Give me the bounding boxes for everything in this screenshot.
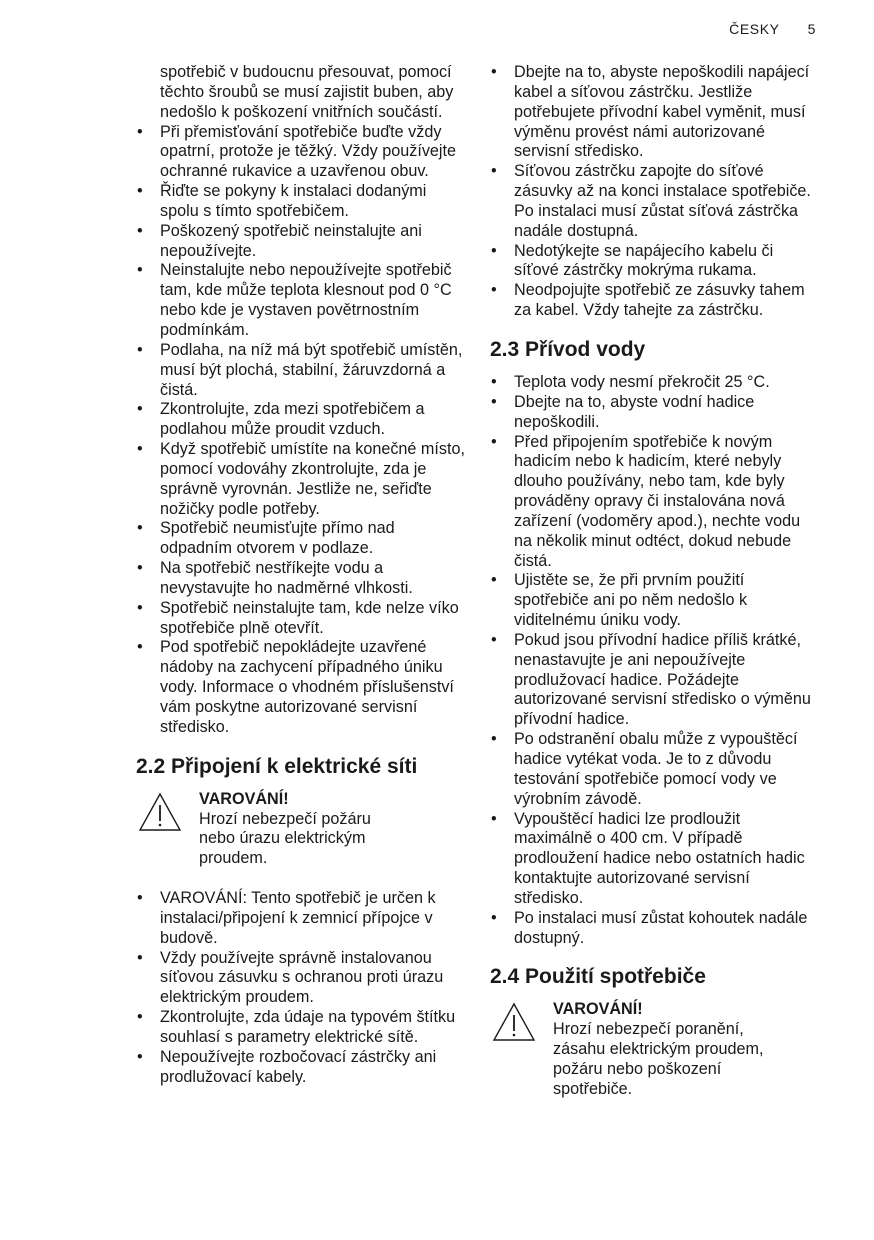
page-header: [729, 21, 816, 37]
list-item: • Ujistěte se, že při prvním použití spotřebiče ani po něm nedošlo k viditelnému úniku vody.: [490, 571, 820, 631]
list-item: • Neodpojujte spotřebič ze zásuvky tahem za kabel. Vždy tahejte za zástrčku.: [490, 281, 820, 321]
language-label: ČESKY: [729, 21, 780, 37]
list-item: • Spotřebič neinstalujte tam, kde nelze víko spotřebiče plně otevřít.: [136, 599, 466, 639]
list-item: • Po instalaci musí zůstat kohoutek nadále dostupný.: [490, 909, 820, 949]
list-item: • Po odstranění obalu může z vypouštěcí hadice vytékat voda. Je to z důvodu testování spotřebiče pomocí vody ve výrobním závodě.: [490, 730, 820, 809]
list-item: • Před připojením spotřebiče k novým hadicím nebo k hadicím, které nebyly dlouho používány, nebo tam, kde byly prováděny opravy či instalována nová zařízení (vodoměry apod.), nechte vodu na několik minut odtéct, dokud nebude čistá.: [490, 433, 820, 572]
list-item: • Poškozený spotřebič neinstalujte ani nepoužívejte.: [136, 222, 466, 262]
warning-text: Hrozí nebezpečí požáru nebo úrazu elektrickým proudem.: [199, 809, 371, 868]
page-number: 5: [807, 21, 816, 37]
list-item: • Nepoužívejte rozbočovací zástrčky ani prodlužovací kabely.: [136, 1048, 466, 1088]
power-cable-list: [490, 63, 820, 321]
list-item: • Když spotřebič umístíte na konečné místo, pomocí vodováhy zkontrolujte, zda je správně vyrovnán. Jestliže ne, seřiďte nožičky podle potřeby.: [136, 440, 466, 519]
list-item: • Při přemisťování spotřebiče buďte vždy opatrní, protože je těžký. Vždy používejte ochranné rukavice a uzavřenou obuv.: [136, 123, 466, 183]
list-item: • Síťovou zástrčku zapojte do síťové zásuvky až na konci instalace spotřebiče. Po instalaci musí zůstat síťová zástrčka nadále dostupná.: [490, 162, 820, 241]
left-column: [136, 63, 466, 1088]
section-heading-water-supply: 2.3 Přívod vody: [490, 337, 646, 361]
list-item: • Podlaha, na níž má být spotřebič umístěn, musí být plochá, stabilní, žáruvzdorná a čistá.: [136, 341, 466, 401]
water-supply-list: [490, 373, 820, 948]
warning-block-electrical: [136, 790, 466, 869]
list-item: • Teplota vody nesmí překročit 25 °C.: [490, 373, 820, 393]
warning-title: VAROVÁNÍ!: [553, 1000, 643, 1019]
list-item: • Dbejte na to, abyste nepoškodili napájecí kabel a síťovou zástrčku. Jestliže potřebujete přívodní kabel vyměnit, musí výměnu provést námi autorizované servisní středisko.: [490, 63, 820, 162]
warning-triangle-icon: [138, 792, 182, 832]
list-item: • Zkontrolujte, zda mezi spotřebičem a podlahou může proudit vzduch.: [136, 400, 466, 440]
list-item: • Řiďte se pokyny k instalaci dodanými spolu s tímto spotřebičem.: [136, 182, 466, 222]
list-item: • Pod spotřebič nepokládejte uzavřené nádoby na zachycení případného úniku vody. Informace o vhodném příslušenství vám poskytne autorizované servisní středisko.: [136, 638, 466, 737]
list-item: • Neinstalujte nebo nepoužívejte spotřebič tam, kde může teplota klesnout pod 0 °C nebo kde je vystaven povětrnostním podmínkám.: [136, 261, 466, 340]
installation-safety-list: [136, 123, 466, 738]
list-item: • Vždy používejte správně instalovanou síťovou zásuvku s ochranou proti úrazu elektrickým proudem.: [136, 949, 466, 1009]
list-item: • Dbejte na to, abyste vodní hadice nepoškodili.: [490, 393, 820, 433]
list-item: • Vypouštěcí hadici lze prodloužit maximálně o 400 cm. V případě prodloužení hadice nebo ostatních hadic kontaktujte autorizované servisní středisko.: [490, 810, 820, 909]
warning-title: VAROVÁNÍ!: [199, 789, 289, 808]
list-item: • Nedotýkejte se napájecího kabelu či síťové zástrčky mokrýma rukama.: [490, 242, 820, 282]
electrical-safety-list: [136, 889, 466, 1087]
section-heading-electrical: 2.2 Připojení k elektrické síti: [136, 754, 418, 778]
warning-block-use: [490, 1000, 820, 1099]
list-item: • Spotřebič neumisťujte přímo nad odpadním otvorem v podlaze.: [136, 519, 466, 559]
right-column: [490, 63, 820, 1100]
list-item: • VAROVÁNÍ: Tento spotřebič je určen k instalaci/připojení k zemnicí přípojce v budově.: [136, 889, 466, 949]
list-item: • Zkontrolujte, zda údaje na typovém štítku souhlasí s parametry elektrické sítě.: [136, 1008, 466, 1048]
continued-paragraph: spotřebič v budoucnu přesouvat, pomocí těchto šroubů se musí zajistit buben, aby nedošlo k poškození vnitřních součástí.: [160, 63, 454, 121]
list-item: • Pokud jsou přívodní hadice příliš krátké, nenastavujte je ani nepoužívejte prodlužovací hadice. Požádejte autorizované servisní středisko o výměnu přívodní hadice.: [490, 631, 820, 730]
warning-text: Hrozí nebezpečí poranění, zásahu elektrickým proudem, požáru nebo poškození spotřebiče.: [553, 1020, 764, 1098]
list-item: • Na spotřebič nestříkejte vodu a nevystavujte ho nadměrné vlhkosti.: [136, 559, 466, 599]
section-heading-appliance-use: 2.4 Použití spotřebiče: [490, 965, 706, 989]
warning-triangle-icon: [492, 1002, 536, 1042]
